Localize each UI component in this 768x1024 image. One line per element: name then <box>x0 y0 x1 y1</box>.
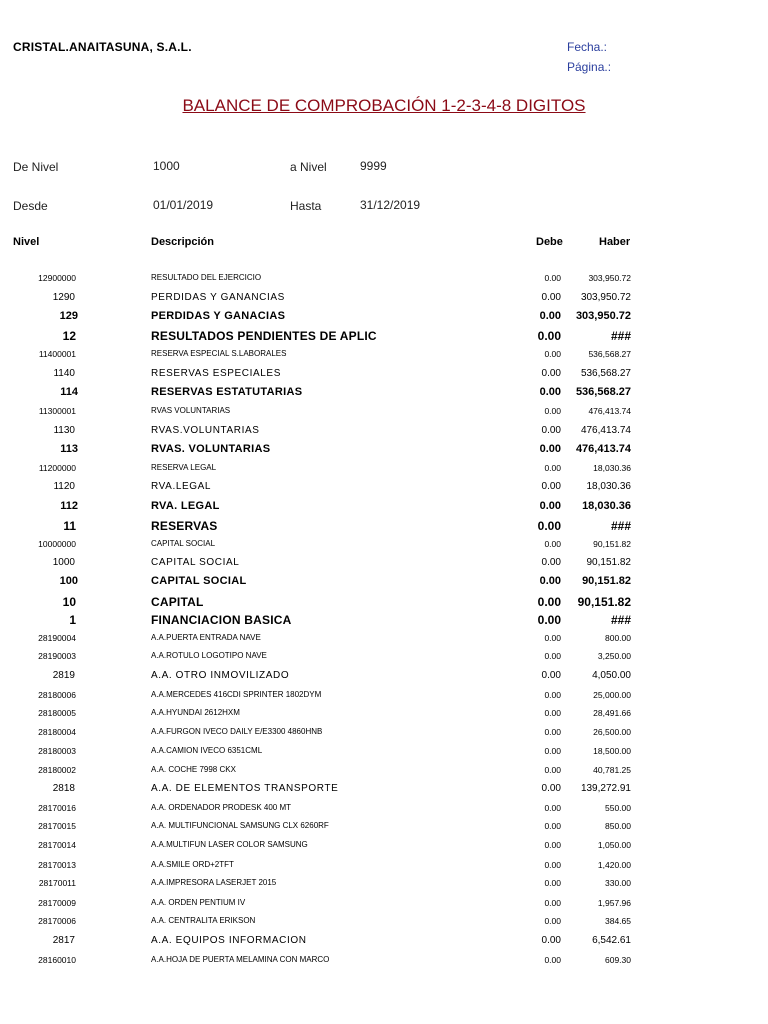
cell-nivel: 28170011 <box>38 878 76 888</box>
cell-descripcion: PERDIDAS Y GANACIAS <box>151 310 286 322</box>
cell-debe: 0.00 <box>544 633 561 643</box>
cell-debe: 0.00 <box>539 575 561 587</box>
cell-haber: 850.00 <box>605 821 631 831</box>
cell-debe: 0.00 <box>544 273 561 283</box>
table-row <box>0 443 768 461</box>
cell-nivel: 12 <box>62 329 76 343</box>
cell-nivel: 1290 <box>52 292 75 303</box>
cell-debe: 0.00 <box>544 727 561 737</box>
table-row <box>0 595 768 613</box>
cell-haber: 139,272.91 <box>580 783 631 794</box>
cell-descripcion: A.A.CAMION IVECO 6351CML <box>151 746 263 755</box>
a-nivel-label: a Nivel <box>290 160 327 174</box>
cell-haber: 1,957.96 <box>597 898 631 908</box>
cell-haber: 18,030.36 <box>586 481 631 492</box>
de-nivel-label: De Nivel <box>13 160 59 174</box>
cell-haber: 1,420.00 <box>597 860 631 870</box>
table-row <box>0 500 768 518</box>
cell-haber: 1,050.00 <box>597 840 631 850</box>
cell-haber: 4,050.00 <box>592 670 631 681</box>
cell-debe: 0.00 <box>537 519 561 533</box>
table-row <box>0 690 768 708</box>
table-row <box>0 916 768 934</box>
cell-haber: 40,781.25 <box>593 765 631 775</box>
hasta-label: Hasta <box>290 199 322 213</box>
cell-haber: ### <box>610 613 631 627</box>
cell-descripcion: CAPITAL SOCIAL <box>151 557 240 568</box>
cell-haber: 800.00 <box>605 633 631 643</box>
table-row <box>0 349 768 367</box>
cell-descripcion: A.A.MULTIFUN LASER COLOR SAMSUNG <box>151 840 308 849</box>
cell-debe: 0.00 <box>544 821 561 831</box>
cell-nivel: 28180004 <box>38 727 76 737</box>
cell-debe: 0.00 <box>539 500 561 512</box>
cell-nivel: 113 <box>60 443 78 455</box>
cell-nivel: 11400001 <box>38 349 76 359</box>
table-row <box>0 783 768 801</box>
company-name: CRISTAL.ANAITASUNA, S.A.L. <box>13 40 192 54</box>
cell-haber: ### <box>610 329 631 343</box>
cell-debe: 0.00 <box>544 898 561 908</box>
cell-nivel: 11 <box>63 519 76 533</box>
cell-haber: 476,413.74 <box>580 425 631 436</box>
cell-debe: 0.00 <box>544 746 561 756</box>
cell-haber: 90,151.82 <box>586 557 631 568</box>
table-row <box>0 708 768 726</box>
table-row <box>0 292 768 310</box>
cell-descripcion: A.A.HYUNDAI 2612HXM <box>151 708 240 717</box>
cell-nivel: 28160010 <box>38 955 76 965</box>
cell-nivel: 1 <box>69 613 76 627</box>
cell-nivel: 11200000 <box>38 463 76 473</box>
cell-descripcion: RESERVAS <box>151 519 218 533</box>
cell-haber: 536,568.27 <box>588 349 631 359</box>
table-row <box>0 633 768 651</box>
cell-haber: 303,950.72 <box>588 273 631 283</box>
cell-descripcion: A.A. DE ELEMENTOS TRANSPORTE <box>151 783 339 794</box>
cell-descripcion: RESERVAS ESPECIALES <box>151 368 281 379</box>
cell-debe: 0.00 <box>544 651 561 661</box>
desde-label: Desde <box>13 199 48 213</box>
cell-descripcion: A.A. COCHE 7998 CKX <box>151 765 236 774</box>
column-header-debe: Debe <box>536 236 563 248</box>
cell-debe: 0.00 <box>541 935 561 946</box>
cell-descripcion: FINANCIACION BASICA <box>151 613 292 627</box>
cell-debe: 0.00 <box>541 292 561 303</box>
de-nivel-value: 1000 <box>153 159 180 173</box>
desde-value: 01/01/2019 <box>153 198 214 212</box>
cell-nivel: 129 <box>59 310 78 322</box>
table-row <box>0 670 768 688</box>
cell-haber: 384.65 <box>605 916 631 926</box>
cell-haber: 18,030.36 <box>593 463 631 473</box>
cell-haber: ### <box>610 519 631 533</box>
cell-descripcion: RESULTADOS PENDIENTES DE APLIC <box>151 329 377 343</box>
cell-nivel: 1000 <box>52 557 75 568</box>
cell-debe: 0.00 <box>539 310 561 322</box>
table-row <box>0 329 768 347</box>
table-row <box>0 651 768 669</box>
cell-nivel: 2818 <box>52 783 75 794</box>
a-nivel-value: 9999 <box>360 159 387 173</box>
cell-nivel: 28180006 <box>38 690 76 700</box>
cell-debe: 0.00 <box>539 443 561 455</box>
cell-haber: 303,950.72 <box>575 310 631 322</box>
cell-nivel: 114 <box>60 386 78 398</box>
cell-debe: 0.00 <box>544 878 561 888</box>
table-row <box>0 575 768 593</box>
cell-debe: 0.00 <box>541 425 561 436</box>
cell-nivel: 28170009 <box>38 898 76 908</box>
cell-descripcion: A.A.FURGON IVECO DAILY E/E3300 4860HNB <box>151 727 323 736</box>
cell-debe: 0.00 <box>544 690 561 700</box>
cell-descripcion: CAPITAL SOCIAL <box>151 575 247 587</box>
cell-debe: 0.00 <box>541 481 561 492</box>
cell-haber: 90,151.82 <box>577 595 631 609</box>
cell-haber: 550.00 <box>605 803 631 813</box>
cell-debe: 0.00 <box>544 463 561 473</box>
cell-descripcion: A.A. ORDEN PENTIUM IV <box>151 898 246 907</box>
report-title: BALANCE DE COMPROBACIÓN 1-2-3-4-8 DIGITOS <box>182 96 586 115</box>
cell-descripcion: RVAS.VOLUNTARIAS <box>151 425 260 436</box>
cell-nivel: 28180005 <box>38 708 76 718</box>
cell-descripcion: A.A. OTRO INMOVILIZADO <box>151 670 290 681</box>
cell-descripcion: A.A.MERCEDES 416CDI SPRINTER 1802DYM <box>151 690 322 699</box>
cell-descripcion: A.A.HOJA DE PUERTA MELAMINA CON MARCO <box>151 955 330 964</box>
cell-descripcion: CAPITAL <box>151 595 204 609</box>
table-row <box>0 463 768 481</box>
cell-nivel: 28170016 <box>38 803 76 813</box>
cell-haber: 6,542.61 <box>592 935 631 946</box>
table-row <box>0 727 768 745</box>
cell-debe: 0.00 <box>541 368 561 379</box>
hasta-value: 31/12/2019 <box>360 198 421 212</box>
cell-nivel: 1140 <box>53 368 75 379</box>
cell-debe: 0.00 <box>541 557 561 568</box>
cell-debe: 0.00 <box>544 349 561 359</box>
cell-haber: 330.00 <box>605 878 631 888</box>
cell-descripcion: RESULTADO DEL EJERCICIO <box>151 273 262 282</box>
cell-debe: 0.00 <box>537 595 561 609</box>
cell-descripcion: RESERVAS ESTATUTARIAS <box>151 386 303 398</box>
table-row <box>0 425 768 443</box>
table-row <box>0 406 768 424</box>
cell-descripcion: A.A. MULTIFUNCIONAL SAMSUNG CLX 6260RF <box>151 821 329 830</box>
cell-haber: 90,151.82 <box>582 575 631 587</box>
table-row <box>0 557 768 575</box>
cell-descripcion: RVA. LEGAL <box>151 500 220 512</box>
table-row <box>0 821 768 839</box>
cell-haber: 536,568.27 <box>575 386 631 398</box>
cell-nivel: 100 <box>59 575 78 587</box>
cell-debe: 0.00 <box>544 803 561 813</box>
cell-descripcion: RESERVA LEGAL <box>151 463 217 472</box>
cell-haber: 476,413.74 <box>588 406 631 416</box>
fecha-label: Fecha.: <box>567 40 608 54</box>
cell-nivel: 2817 <box>52 935 75 946</box>
cell-debe: 0.00 <box>544 406 561 416</box>
cell-descripcion: CAPITAL SOCIAL <box>151 539 216 548</box>
cell-nivel: 1120 <box>53 481 75 492</box>
cell-haber: 536,568.27 <box>580 368 631 379</box>
table-row <box>0 935 768 953</box>
cell-debe: 0.00 <box>544 916 561 926</box>
cell-nivel: 10 <box>62 595 76 609</box>
cell-descripcion: RVA.LEGAL <box>151 481 212 492</box>
table-row <box>0 803 768 821</box>
cell-debe: 0.00 <box>544 765 561 775</box>
cell-nivel: 28170013 <box>38 860 76 870</box>
cell-descripcion: A.A. CENTRALITA ERIKSON <box>151 916 256 925</box>
cell-nivel: 28190004 <box>38 633 76 643</box>
cell-haber: 26,500.00 <box>593 727 631 737</box>
cell-haber: 90,151.82 <box>593 539 631 549</box>
table-row <box>0 898 768 916</box>
cell-debe: 0.00 <box>537 613 561 627</box>
column-header-descripcion: Descripción <box>151 236 214 248</box>
cell-debe: 0.00 <box>544 840 561 850</box>
cell-nivel: 112 <box>60 500 78 512</box>
cell-haber: 3,250.00 <box>597 651 631 661</box>
cell-descripcion: RVAS. VOLUNTARIAS <box>151 443 271 455</box>
cell-haber: 25,000.00 <box>593 690 631 700</box>
cell-descripcion: RESERVA ESPECIAL S.LABORALES <box>151 349 287 358</box>
cell-debe: 0.00 <box>541 783 561 794</box>
cell-debe: 0.00 <box>544 860 561 870</box>
cell-nivel: 1130 <box>53 425 75 436</box>
table-row <box>0 860 768 878</box>
table-row <box>0 481 768 499</box>
cell-descripcion: A.A. EQUIPOS INFORMACION <box>151 935 307 946</box>
cell-debe: 0.00 <box>537 329 561 343</box>
cell-nivel: 28180002 <box>38 765 76 775</box>
table-row <box>0 310 768 328</box>
cell-debe: 0.00 <box>544 708 561 718</box>
table-row <box>0 840 768 858</box>
cell-haber: 476,413.74 <box>575 443 631 455</box>
column-header-nivel: Nivel <box>13 236 40 248</box>
cell-nivel: 28170014 <box>38 840 76 850</box>
cell-nivel: 10000000 <box>38 539 76 549</box>
table-row <box>0 273 768 291</box>
cell-nivel: 28170015 <box>38 821 76 831</box>
cell-nivel: 2819 <box>52 670 75 681</box>
cell-descripcion: A.A.PUERTA ENTRADA NAVE <box>151 633 261 642</box>
cell-descripcion: PERDIDAS Y GANANCIAS <box>151 292 285 303</box>
table-row <box>0 539 768 557</box>
cell-haber: 303,950.72 <box>580 292 631 303</box>
cell-nivel: 11300001 <box>38 406 76 416</box>
pagina-label: Página.: <box>567 60 612 74</box>
cell-descripcion: A.A.IMPRESORA LASERJET 2015 <box>151 878 277 887</box>
cell-haber: 18,030.36 <box>582 500 631 512</box>
cell-nivel: 12900000 <box>38 273 76 283</box>
cell-descripcion: A.A.ROTULO LOGOTIPO NAVE <box>151 651 267 660</box>
table-row <box>0 765 768 783</box>
cell-nivel: 28180003 <box>38 746 76 756</box>
cell-debe: 0.00 <box>541 670 561 681</box>
cell-descripcion: A.A. ORDENADOR PRODESK 400 MT <box>151 803 292 812</box>
cell-debe: 0.00 <box>544 539 561 549</box>
table-row <box>0 878 768 896</box>
cell-haber: 18,500.00 <box>593 746 631 756</box>
cell-descripcion: RVAS VOLUNTARIAS <box>151 406 231 415</box>
column-header-haber: Haber <box>599 236 631 248</box>
cell-debe: 0.00 <box>539 386 561 398</box>
cell-nivel: 28170006 <box>38 916 76 926</box>
cell-descripcion: A.A.SMILE ORD+2TFT <box>151 860 234 869</box>
table-row <box>0 955 768 973</box>
cell-haber: 609.30 <box>605 955 631 965</box>
cell-haber: 28,491.66 <box>593 708 631 718</box>
table-row <box>0 368 768 386</box>
table-row <box>0 746 768 764</box>
cell-nivel: 28190003 <box>38 651 76 661</box>
table-row <box>0 386 768 404</box>
table-row <box>0 519 768 537</box>
cell-debe: 0.00 <box>544 955 561 965</box>
table-row <box>0 613 768 631</box>
